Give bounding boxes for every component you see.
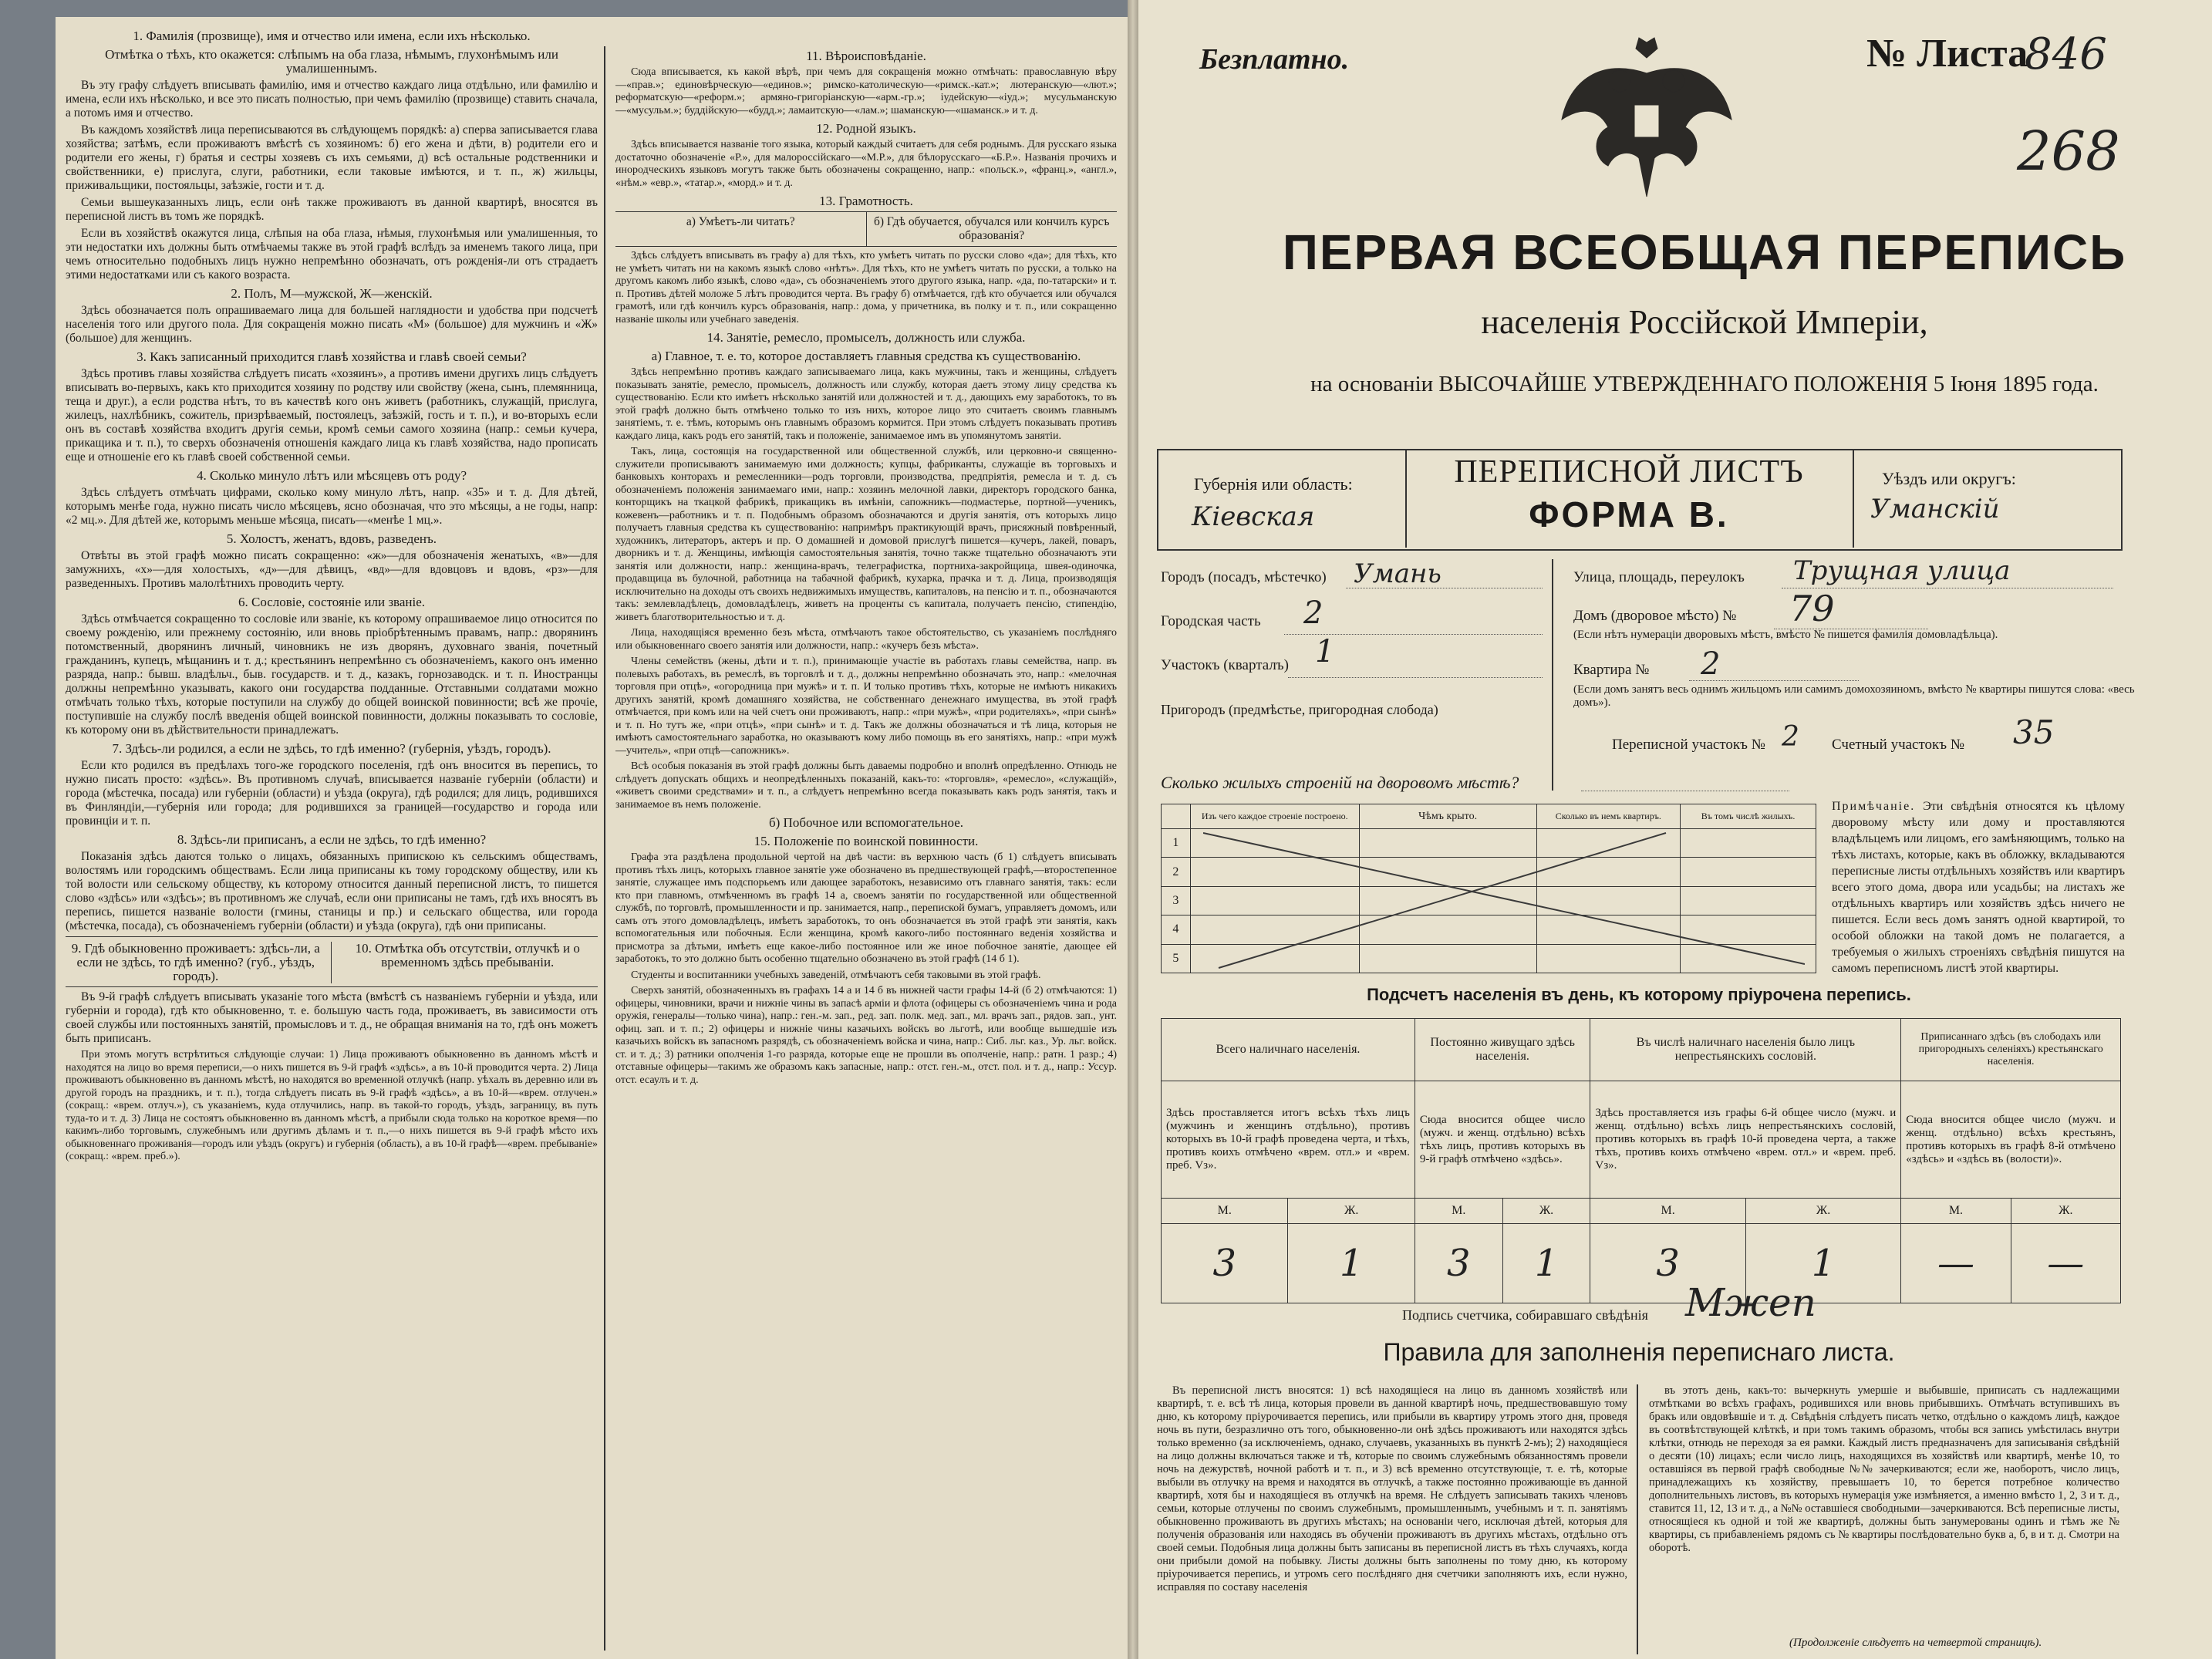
literacy-question-b: б) Гдѣ обучается, обучался или кончилъ курсъ образованія? bbox=[873, 215, 1110, 242]
section-label: Участокъ (кварталъ) bbox=[1161, 657, 1289, 673]
heading-name: 1. Фамилія (прозвище), имя и отчество или имена, если ихъ нѣсколько. bbox=[133, 29, 531, 43]
heading-language: 12. Родной языкъ. bbox=[816, 121, 916, 136]
city-label: Городъ (посадъ, мѣстечко) bbox=[1161, 569, 1327, 585]
house-value: 79 bbox=[1789, 588, 1835, 629]
pop-value: 1 bbox=[1745, 1223, 1900, 1303]
paragraph: Здѣсь непремѣнно противъ каждаго записываемаго лица, какъ мужчины, такъ и женщины, слѣдуетъ показывать занятіе, ремесло, промыселъ, должность или службу, которая даетъ этому лицу средства къ существованію. Если кто имѣетъ нѣсколько занятій или должностей и т. д., дающихъ ему заработокъ, то въ этой графѣ должно быть отмѣчено только то изъ нихъ, которое лицо это считаетъ своимъ главнымъ занятіемъ, т. е. тѣмъ, которымъ онъ главнымъ образомъ кормится. При этомъ слѣдуетъ показывать противъ каждаго лица, какъ родъ его занятій, такъ и положеніе, занимаемое имъ въ упомянутомъ занятіи. bbox=[615, 366, 1117, 442]
buildings-note bbox=[1832, 798, 2125, 976]
instructions-column-left bbox=[66, 25, 598, 1652]
row-number: 1 bbox=[1162, 829, 1191, 858]
signature-value: Мжеп bbox=[1685, 1280, 1816, 1325]
heading-age: 4. Сколько минуло лѣтъ или мѣсяцевъ отъ роду? bbox=[196, 468, 467, 483]
buildings-header: Сколько въ немъ квартиръ. bbox=[1536, 804, 1681, 829]
heading-occupation: 14. Занятіе, ремесло, промыселъ, должность или служба. bbox=[706, 330, 1026, 345]
house-label: Домъ (дворовое мѣсто) № bbox=[1573, 608, 1737, 624]
col-female: Ж. bbox=[1745, 1199, 1900, 1224]
pop-header: Въ числѣ наличнаго населенія было лицъ непрестьянскихъ сословій. bbox=[1590, 1019, 1901, 1081]
paragraph: Если кто родился въ предѣлахъ того-же городского поселенія, гдѣ онъ вносится въ перепись, то нужно писать просто: «здѣсь». Въ противномъ случаѣ, вписывается названіе губерніи (области) и города (мѣстечка, посада) или губерніи (области) и уѣзда (округа), гдѣ родился; для лицъ, родившихся въ Финляндіи,—губернія или города; для родившихся за границей—государство и города или провинціи и т. п. bbox=[66, 759, 598, 828]
divider bbox=[1853, 449, 1854, 548]
paragraph: Здѣсь слѣдуетъ отмѣчать цифрами, сколько кому минуло лѣтъ, напр. «35» и т. д. Для дѣтей, которымъ менѣе года, нужно писать число мѣсяцевъ, ясно обозначая, что это мѣсяцы, а не годы, напр: «2 мц.». Для дѣтей же, которымъ меньше мѣсяца, писать—«менѣе 1 мц.». bbox=[66, 486, 598, 527]
pop-value: — bbox=[1901, 1223, 2011, 1303]
instructions-column-middle bbox=[615, 45, 1117, 1653]
section-value: 1 bbox=[1315, 634, 1335, 669]
row-number: 4 bbox=[1162, 915, 1191, 944]
house-note: (Если нѣтъ нумераціи дворовыхъ мѣстъ, вмѣсто № пишется фамилія домовладѣльца). bbox=[1573, 629, 1998, 641]
heading-literacy: 13. Грамотность. bbox=[819, 194, 913, 208]
paragraph: Графа эта раздѣлена продольной чертой на двѣ части: въ верхнюю часть (б 1) слѣдуетъ вписывать противъ тѣхъ лицъ, которыхъ главное занятіе уже обозначено въ предшествующей графѣ,—второстепенное занятіе, служащее имъ подспорьемъ или дающее заработокъ, независимо отъ главнаго занятія, такъ: если кто при главномъ, отмѣченномъ въ графѣ 14 а, своемъ занятіи по государственной или общественной службѣ, по торговлѣ, промышленности и пр. занимается, напр., перепиской бумагъ, управляетъ домомъ, или самъ отъ этого домовладѣлецъ, имѣетъ заработокъ, то онъ обозначается въ этой графѣ эти занятія, какъ вспомогательныя или побочныя. Если женщина, кромѣ какого-либо постояннаго веденія хозяйства и присмотра за дѣтьми, имѣетъ еще какое-либо постоянное или же иное побочное занятіе, дающее ей заработокъ, то это должно быть особенно тщательно обозначено въ этой графѣ (14 б 1). bbox=[615, 851, 1117, 965]
pop-value: 1 bbox=[1288, 1223, 1415, 1303]
rules-column-left bbox=[1157, 1384, 1627, 1654]
heading-registration: 8. Здѣсь-ли приписанъ, а если не здѣсь, то гдѣ именно? bbox=[177, 832, 487, 847]
pop-value: 3 bbox=[1590, 1223, 1745, 1303]
heading-occupation-main: а) Главное, т. е. то, которое доставляетъ главныя средства къ существованію. bbox=[651, 349, 1081, 363]
street-value: Трущная улица bbox=[1793, 555, 2011, 586]
note-title: Примѣчаніе. bbox=[1832, 800, 1916, 813]
paragraph: Сюда вписывается, къ какой вѣрѣ, при чемъ для сокращенія можно отмѣчать: православную вѣру—«прав.»; единовѣрческую—«единов.»; римско-католическую—«римск.-кат.»; лютеранскую—«лют.»; реформатскую—«реформ.»; армяно-григоріанскую—«арм.-гр.»; іудейскую—«іуд.»; мусульманскую—«мусульм.»; буддійскую—«будд.»; ламаитскую—«лам.»; шаманскую—«шаманск.» и т. д. bbox=[615, 66, 1117, 116]
paragraph: Здѣсь вписывается названіе того языка, который каждый считаетъ для себя роднымъ. Для русскаго языка достаточно обозначеніе «Р.», для малороссійскаго—«М.Р.», для бѣлорусскаго—«Б.Р.». Названія прочихъ и инородческихъ языковъ могутъ также быть обозначены сокращенно, напр.: «польск.», «франц.», «англ.», «нѣм.» «евр.», «татар.», «морд.» и т. д. bbox=[615, 139, 1117, 189]
province-value: Кіевская bbox=[1192, 501, 1315, 532]
street-label: Улица, площадь, переулокъ bbox=[1573, 569, 1745, 585]
paragraph: Если въ хозяйствѣ окажутся лица, слѣпыя на оба глаза, нѣмыя, глухонѣмыя или умалишенныя, то эти недостатки ихъ должны быть отмѣчаемы также въ этой графѣ вслѣдъ за именемъ такого лица, при чемъ относительно подобныхъ лицъ нужно непремѣнно обозначать, отъ рожденія-ли отъ страдаетъ этими недостатками или съ какого возраста. bbox=[66, 227, 598, 282]
page-gutter bbox=[1128, 0, 1138, 1659]
pop-header: Всего наличнаго населенія. bbox=[1162, 1019, 1415, 1081]
col-male: М. bbox=[1901, 1199, 2011, 1224]
paragraph: Студенты и воспитанники учебныхъ заведеній, отмѣчаютъ себя таковыми въ этой графѣ. bbox=[631, 969, 1041, 981]
count-district-label: Счетный участокъ № bbox=[1832, 737, 1964, 753]
buildings-header: Изъ чего каждое строеніе построено. bbox=[1190, 804, 1359, 829]
city-part-label: Городская часть bbox=[1161, 613, 1261, 629]
rules-text: Въ переписной листъ вносятся: 1) всѣ находящіеся на лицо въ данномъ хозяйствѣ или квартирѣ, т. е. всѣ тѣ лица, которыя провели въ данной квартирѣ ночь, предшествовавшую тому дню, къ которому пріурочивается перепись, или прибыли въ квартиру утромъ этого дня, проведя ночь въ пути, безразлично отъ того, обыкновенно-ли онѣ здѣсь проживаютъ или находятся здѣсь только временно (за исключеніемъ, однако, случаевъ, указанныхъ въ пунктѣ 2-мъ); 2) находящіеся на лицо должны включаться также и тѣ, которые по своимъ служебнымъ обязанностямъ провели ночь на дежурствѣ, ночной работѣ и т. п., и 3) всѣ временно отсутствующіе, т. е. тѣ, которые выбыли въ отлучку на время и находятся въ отлучкѣ, а также постоянно проживающіе въ данной квартирѣ, хотя бы и находящіеся въ отлучкѣ на время. Не слѣдуетъ записывать такихъ членовъ семьи, которые отлучены по своимъ служебнымъ, промышленнымъ, учебнымъ и т. п. занятіямъ обыкновенно проживаютъ въ другихъ мѣстахъ; на основаніи чего, исключая дѣтей, которыя для полученія образованія или находясь въ обученіи проживаютъ въ другихъ мѣстахъ, отдѣльно отъ своей семьи. Подобныя лица должны быть записаны въ переписной листъ въ тѣхъ случаяхъ, когда они прибыли домой на побывку. Листы должны быть заполнены по тому дню, къ которому пріурочивается перепись, и утромъ сего послѣдняго дня счетчики заполняютъ ихъ, если нужно, исправляя по составу населенія bbox=[1157, 1384, 1627, 1593]
paragraph: Члены семействъ (жены, дѣти и т. п.), принимающіе участіе въ работахъ главы семейства, напр. въ полевыхъ работахъ, въ ремеслѣ, въ торговлѣ и т. д., должны непремѣнно обозначать это, напр.: «мелочная торговля при отцѣ», «огородница при мужѣ» и т. п. И только противъ тѣхъ, которые не имѣютъ никакихъ другихъ занятій, кромѣ домашняго хозяйства, не собственнаго денежнаго имущества, въ этой графѣ отмѣчается, при комъ или на чей счетъ они проживаютъ, напр.: «при мужѣ», «при родителяхъ», «при сынѣ» и т. п. Но тутъ же, «при отцѣ», «при сынѣ» и т. д. Такъ же должны обозначаться и тѣ лица, которыя не имѣютъ самостоятельнаго заработка, но оказываютъ кому либо помощь въ его занятіяхъ, напр.: «при мужѣ—учитель», «при отцѣ—сапожникъ». bbox=[615, 656, 1117, 757]
apartment-label: Квартира № bbox=[1573, 662, 1650, 678]
form-subtitle: ФОРМА В. bbox=[1529, 494, 1729, 534]
pop-desc: Здѣсь проставляется итогъ всѣхъ тѣхъ лицъ (мужчинъ и женщинъ отдѣльно), противъ которыхъ въ 10-й графѣ проведена черта, и тѣхъ, противъ коихъ отмѣчено «врем. отл.» и «врем. преб. Vз». bbox=[1162, 1081, 1415, 1199]
city-part-value: 2 bbox=[1303, 595, 1323, 631]
paragraph: Семьи вышеуказанныхъ лицъ, если онѣ также проживаютъ въ данной квартирѣ, вносятся въ переписной листъ въ томъ же порядкѣ. bbox=[66, 196, 598, 223]
cross-out-mark bbox=[1203, 829, 1805, 972]
heading-religion: 11. Вѣроисповѣданіе. bbox=[806, 49, 926, 63]
district-label: Уѣздъ или округъ: bbox=[1882, 469, 2016, 488]
paragraph: Всѣ особыя показанія въ этой графѣ должны быть даваемы подробно и вполнѣ опредѣленно. Отнюдь не слѣдуетъ допускать общихъ и неопредѣленныхъ показаній, какъ-то: «торговля», «ремесло», «служащій», «живетъ своими средствами» и т. п., а слѣдуетъ непремѣнно всегда показывать какъ родъ занятія, такъ и занимаемое въ немъ положеніе. bbox=[615, 760, 1117, 811]
rules-title: Правила для заполненія переписнаго листа. bbox=[1383, 1338, 1895, 1366]
census-district-value: 2 bbox=[1782, 721, 1799, 753]
paragraph: Отвѣты въ этой графѣ можно писать сокращенно: «ж»—для обозначенія женатыхъ, «в»—для замужнихъ, «х»—для холостыхъ, «д»—для дѣвицъ, «вд»—для вдовцовъ и вдовъ, «рз»—для разведенныхъ. Противъ малолѣтнихъ проводить черту. bbox=[66, 549, 598, 590]
column-divider bbox=[604, 46, 605, 1651]
col-male: М. bbox=[1590, 1199, 1745, 1224]
population-title: Подсчетъ населенія въ день, къ которому пріурочена перепись. bbox=[1367, 985, 1911, 1004]
signature-label: Подпись счетчика, собиравшаго свѣдѣнія bbox=[1402, 1307, 1648, 1323]
heading-sex: 2. Полъ, М—мужской, Ж—женскій. bbox=[231, 286, 433, 301]
pop-desc: Здѣсь проставляется изъ графы 6-й общее число (мужч. и женщ. отдѣльно) всѣхъ лицъ непрестьянскихъ сословій, противъ которыхъ въ графѣ 10-й проведена черта, а также тѣхъ, противъ коихъ отмѣчено «врем. отл.» и «врем. преб. Vз». bbox=[1590, 1081, 1901, 1199]
suburb-label: Пригородъ (предмѣстье, пригородная слобода) bbox=[1161, 702, 1438, 717]
population-table bbox=[1161, 1018, 2121, 1303]
district-value: Уманскій bbox=[1870, 494, 2000, 524]
heading-birthplace: 7. Здѣсь-ли родился, а если не здѣсь, то гдѣ именно? (губернія, уѣздъ, городъ). bbox=[112, 741, 551, 756]
paragraph: Здѣсь слѣдуетъ вписывать въ графу а) для тѣхъ, кто умѣетъ читать по русски слово «да»; для тѣхъ, кто не умѣетъ читать ни на какомъ языкѣ слово «нѣтъ». Для тѣхъ, кто не умѣетъ читать по русски, а только на другомъ какомъ либо языкѣ, слово «да», съ обозначеніемъ этого другого языка, напр. «да, по-татарски» и т. п. Противъ дѣтей моложе 5 лѣтъ проводится черта. Въ графу б) отмѣчается, гдѣ кто обучается или обучался грамотѣ, или гдѣ кончилъ курсъ образованія, напр.: дома, у причетника, въ полку и т. п., или сокращенно названіе школы или учебнаго заведенія. bbox=[615, 250, 1117, 325]
col-female: Ж. bbox=[2011, 1199, 2120, 1224]
paragraph: Здѣсь противъ главы хозяйства слѣдуетъ писать «хозяинъ», а противъ имени другихъ лицъ слѣдуетъ вписывать во-первыхъ, какъ кто приходится хозяину по родству или свойству (жена, сынъ, племянница, теща и друг.), а если родства нѣтъ, то въ качествѣ кого онъ живетъ (работникъ, служащій, прислуга, жилецъ, нахлѣбникъ, сожитель, призрѣваемый, постоялецъ, заѣзжій, гость и т. п.), и во-вторыхъ если онъ въ составѣ хозяйства входитъ другія семьи, кромѣ семьи самого хозяина (напр.: семьи кучера, прикащика и т. п.), то сверхъ обозначенія отношенія каждаго лица къ главѣ хозяйства, надо прописать еще и отношеніе его къ главѣ своей собственной семьи. bbox=[66, 367, 598, 464]
basis-line: на основаніи ВЫСОЧАЙШЕ УТВЕРЖДЕННАГО ПОЛОЖЕНІЯ 5 Іюня 1895 года. bbox=[1310, 372, 2099, 396]
city-value: Умань bbox=[1354, 558, 1442, 589]
buildings-question: Сколько жилыхъ строеній на дворовомъ мѣстѣ? bbox=[1161, 773, 1519, 792]
pop-value: 3 bbox=[1415, 1223, 1502, 1303]
sheet-number-value: 846 bbox=[2025, 29, 2107, 79]
rules-text: въ этотъ день, какъ-то: вычеркнуть умершіе и выбывшіе, приписать съ надлежащими отмѣтками во всѣхъ графахъ, родившихся или вновь прибывшихъ. Отмѣчать вступившихъ въ бракъ или овдовѣвшіе и т. д. Свѣдѣнія слѣдуетъ писать четко, отдѣльно о каждомъ лицѣ, каждое въ соотвѣтствующей клѣткѣ, и при томъ такимъ образомъ, чтобы вся запись умѣстилась внутри клѣтки, отнюдь не переходя за ея рамки. Каждый листъ предназначенъ для записыванія свѣдѣній о десяти (10) лицахъ; если число лицъ, находящихся въ хозяйствѣ или квартирѣ, менѣе 10, то оставшіяся въ первой графѣ свободные №№ зачеркиваются; если же, наоборотъ, число лицъ, принадлежащихъ къ хозяйству, превышаетъ 10, то берется потребное количество дополнительныхъ листовъ, въ которыхъ нумерація уже измѣняется, а именно вмѣсто 1, 2, 3 и т. д., ставится 11, 12, 13 и т. д., а №№ оставшіеся свободными—зачеркиваются. Всѣ переписные листы, относящіеся къ одной и той же квартирѣ, должны быть занумерованы одинъ и тѣмъ же № квартиры, съ прибавленіемъ рядомъ съ № квартиры послѣдовательно букв а, б, в и т. д. Смотри на оборотѣ. bbox=[1649, 1384, 2119, 1554]
page-title: ПЕРВАЯ ВСЕОБЩАЯ ПЕРЕПИСЬ bbox=[1282, 224, 2127, 280]
paragraph: Сверхъ занятій, обозначенныхъ въ графахъ 14 а и 14 б въ нижней части графы 14-й (б 2) отмѣчаются: 1) офицеры, чиновники, врачи и нижніе чины въ запасѣ арміи и флота (офицеры съ обозначеніемъ чина и рода оружія, генералы—только чина), напр.: ген.-м. зап., ред. зап. полк. мед. зап., мл. врачъ зап., рядов. зап., унт. офиц. зап. и т. п.; 2) офицеры и нижніе чины казачьихъ войскъ во льготѣ, или вообще вышедшіе изъ казачьихъ войскъ въ запасномъ разрядѣ, съ обозначеніемъ войска и чина, напр.: Сиб. льг. каз., Ур. льг. войск. ст. и т. д.; 3) ратники ополченія 1-го разряда, которые еще не прошли въ ополченіе, напр.: ратн. 1 разр.; 4) отставные офицеры—такимъ же образомъ какъ запасные, напр.: отст. ген.-м., отст. пол. и т. д., напр.: Уссур. отст. есаулъ и т. д. bbox=[615, 985, 1117, 1086]
pop-value: 1 bbox=[1502, 1223, 1590, 1303]
field-line bbox=[1288, 677, 1543, 678]
sheet-number-label: № Листа bbox=[1866, 32, 2028, 76]
note-text: Эти свѣдѣнія относятся къ цѣлому дворовому мѣсту или дому и проставляются владѣльцемъ или лицомъ, его замѣняющимъ, только на тѣхъ листахъ, которые, какъ въ обложку, вкладываются переписные листы отдѣльныхъ хозяйствъ или квартиръ всего этого дома, двора или усадьбы; на листахъ же отдѣльныхъ квартиръ или хозяйствъ здѣсь ничего не пишется. Если весь домъ занятъ одной квартирой, то особой обложки на такой домъ не полагается, а требуемыя о жилыхъ строеніяхъ свѣдѣнія пишутся на самомъ переписномъ листѣ этой квартиры. bbox=[1832, 800, 2126, 975]
free-label: Безплатно. bbox=[1199, 43, 1350, 76]
pop-header: Постоянно живущаго здѣсь населенія. bbox=[1415, 1019, 1590, 1081]
row-number: 3 bbox=[1162, 886, 1191, 915]
heading-occupation-secondary: б) Побочное или вспомогательное. bbox=[768, 815, 964, 830]
count-district-value: 35 bbox=[2013, 713, 2055, 751]
paragraph: Въ эту графу слѣдуетъ вписывать фамилію, имя и отчество каждаго лица отдѣльно, или фамилію и имена, если ихъ нѣсколько, и все это писать полностью, при чемъ фамилію (прозвище) ставить сначала, а потомъ имя и отчество. bbox=[66, 79, 598, 120]
heading-military: 15. Положеніе по воинской повинности. bbox=[754, 834, 979, 848]
page-subtitle: населенія Россійской Имперіи, bbox=[1481, 303, 1928, 341]
apartment-note: (Если домъ занятъ весь однимъ жильцомъ или самимъ домохозяиномъ, вмѣсто № квартиры пишутся слова: «весь домъ»). bbox=[1573, 683, 2135, 709]
literacy-question-a: а) Умѣетъ-ли читать? bbox=[615, 212, 867, 246]
divider bbox=[1637, 1384, 1638, 1654]
continued-note: (Продолженіе слѣдуетъ на четвертой страницѣ). bbox=[1789, 1637, 2042, 1649]
field-line bbox=[1689, 680, 1859, 681]
row-number: 2 bbox=[1162, 858, 1191, 886]
rules-column-right bbox=[1649, 1384, 2119, 1651]
pop-desc: Сюда вносится общее число (мужч. и женщ. отдѣльно) всѣхъ крестьянъ, противъ которыхъ въ графѣ 8-й отмѣчено «здѣсь» и «здѣсь въ (волости)». bbox=[1901, 1081, 2121, 1199]
paragraph: Лица, находящіяся временно безъ мѣста, отмѣчаютъ такое обстоятельство, съ указаніемъ послѣдняго или обыкновеннаго своего занятія или должности, напр.: «кучеръ безъ мѣста». bbox=[615, 627, 1117, 652]
buildings-header: Чѣмъ крыто. bbox=[1359, 804, 1536, 829]
pop-value: — bbox=[2011, 1223, 2120, 1303]
heading-marital: 5. Холостъ, женатъ, вдовъ, разведенъ. bbox=[226, 531, 437, 546]
row-number: 5 bbox=[1162, 944, 1191, 973]
paragraph: Здѣсь обозначается полъ опрашиваемаго лица для большей наглядности и удобства при подсчетѣ населенія того или другого пола. Для сокращенія можно писать «М» (большое) для мужчинъ и «Ж» (большое) для женщинъ. bbox=[66, 304, 598, 345]
pop-value: 3 bbox=[1162, 1223, 1288, 1303]
province-label: Губернія или область: bbox=[1194, 474, 1353, 494]
col-female: Ж. bbox=[1502, 1199, 1590, 1224]
form-title: ПЕРЕПИСНОЙ ЛИСТЪ bbox=[1454, 454, 1804, 490]
heading-absence: 10. Отмѣтка объ отсутствіи, отлучкѣ и о временномъ здѣсь пребываніи. bbox=[355, 941, 580, 969]
paragraph: Въ каждомъ хозяйствѣ лица переписываются въ слѣдующемъ порядкѣ: а) сперва записывается глава хозяйства; затѣмъ, если проживаютъ вмѣстѣ съ хозяиномъ: б) его жена и дѣти, в) родители его и родители его жены, г) братья и сестры хозяевъ съ ихъ семьями, д) всѣ остальные родственники и свойственники, е) прислуга, слуги, работники, если таковые имѣются, и т. п., ж) жильцы, приживальщики, постояльцы, заѣзжіе, гости и т. д. bbox=[66, 123, 598, 192]
paragraph: Въ 9-й графѣ слѣдуетъ вписывать указаніе того мѣста (вмѣстѣ съ названіемъ губерніи и уѣзда, или губерніи и города), гдѣ кто обыкновенно, т. е. большую часть года, проживаетъ, въ зависимости отъ своей службы или постоянныхъ занятій, промысловъ и т. д., не обращая вниманія на то, гдѣ онъ можетъ быть приписанъ. bbox=[66, 990, 598, 1045]
apartment-value: 2 bbox=[1701, 646, 1721, 682]
col-female: Ж. bbox=[1288, 1199, 1415, 1224]
paragraph: Здѣсь отмѣчается сокращенно то сословіе или званіе, къ которому опрашиваемое лицо относится по своему рожденію, или прежнему состоянію, или вновь пріобрѣтеннымъ правамъ, напр.: дворянинъ потомственный, дворянинъ личный, чиновникъ не изъ дворянъ, духовнаго званія, почетный гражданинъ, купецъ, мѣщанинъ и т. д.; крестьянинъ непремѣнно съ обозначеніемъ, какого онъ именно разряда, напр.: бывш. владѣльч., быв. государств. и т. д., казакъ, горнозаводск. и т. п. Иностранцы должны непремѣнно указывать, какого они государства подданные. Отставными солдатами можно отмѣчать только тѣхъ, которые поступили на службу до общей воинской повинности; всѣ же прочіе, поступившіе на службу послѣ введенія общей воинской повинности, должны показывать то сословіе, къ которому они въ дѣйствительности принадлежатъ. bbox=[66, 612, 598, 737]
page-number: 268 bbox=[2017, 120, 2120, 183]
divider bbox=[1552, 559, 1553, 791]
imperial-eagle-icon bbox=[1554, 27, 1739, 212]
col-male: М. bbox=[1162, 1199, 1288, 1224]
pop-desc: Сюда вносится общее число (мужч. и женщ. отдѣльно) всѣхъ тѣхъ лицъ, противъ которыхъ въ 9-й графѣ отмѣчено «здѣсь». bbox=[1415, 1081, 1590, 1199]
buildings-header: Въ томъ числѣ жилыхъ. bbox=[1681, 804, 1816, 829]
heading-residence: 9. Гдѣ обыкновенно проживаетъ: здѣсь-ли, а если не здѣсь, то гдѣ именно? (губ., уѣздъ, городъ). bbox=[66, 942, 332, 983]
heading-name-note: Отмѣтка о тѣхъ, кто окажется: слѣпымъ на оба глаза, нѣмымъ, глухонѣмымъ или умалишеннымъ. bbox=[105, 47, 558, 76]
paragraph: При этомъ могутъ встрѣтиться слѣдующіе случаи: 1) Лица проживаютъ обыкновенно въ данномъ мѣстѣ и находятся на лицо во время переписи,—о нихъ пишется въ 9-й графѣ «здѣсь», а въ 10-й проводится черта. 2) Лица проживаютъ обыкновенно въ данномъ мѣстѣ, но находятся во временной отлучкѣ (напр. уѣхалъ въ деревню или въ другой городъ на праздникъ, и т. п.), тогда слѣдуетъ писать въ 9-й графѣ «здѣсь», а въ 10-й—«врем. отлучен.» (сокращ.: «врем. отлуч.»), съ указаніемъ, куда отлучились, напр. въ такой-то городъ, уѣздъ, заграницу, въ путь туда-то и т. д. 3) Лица не состоятъ обыкновенно въ данномъ мѣстѣ, а прибыли сюда только на короткое время—по какимъ-либо торговымъ, служебнымъ или другимъ дѣламъ и т. п.,—о нихъ пишется въ 9-й графѣ мѣсто ихъ обыкновеннаго проживанія—городъ или уѣздъ (округъ) и губернія (область), а въ 10-й графѣ—«врем. пребываніе» (сокращ.: «врем. преб.»). bbox=[66, 1049, 598, 1162]
paragraph: Такъ, лица, состоящія на государственной или общественной службѣ, или церковно-и священно-служители прописываютъ занимаемую ими должность; купцы, фабриканты, служащіе въ торговыхъ и банковыхъ конторахъ и ремесленники—родъ торговли, производства, предпріятія, ремесла и т. д. съ обозначеніемъ положенія занимаемаго ими, напр.: хозяинъ мелочной лавки, директоръ городского банка, конторщикъ на ткацкой фабрикѣ, прикащикъ въ имѣніи, сапожникъ—подмастерье, портной—ученикъ, кожевенъ—работникъ и т. п. Подобнымъ образомъ обозначаются и другія занятія, отъ которыхъ лицо получаетъ главныя средства къ существованію: напримѣръ практикующій врачъ, присяжный повѣренный, художникъ, литераторъ, актеръ и пр. О домашней и домовой прислугѣ пишется—кучеръ, лакей, поваръ, дворникъ и т. д. Женщины, имѣющія самостоятельныя занятія, точно также тщательно обозначаютъ эти занятія или должности, напр.: женщина-врачъ, телеграфистка, портниха-закройщица, швея-одиночка, продавщица въ булочной, работница на табачной фабрикѣ, кухарка, прачка и т. д. Лица, производящія исключительно на доходы отъ своихъ недвижимыхъ имуществъ, капиталовъ, на пенсію и т. п., обозначаются такъ: землевладѣлецъ, домовладѣлецъ, живетъ на проценты съ капитала, получаетъ пенсію, стипендію, живетъ благотворительностью и т. д. bbox=[615, 446, 1117, 623]
heading-relation: 3. Какъ записанный приходится главѣ хозяйства и главѣ своей семьи? bbox=[137, 349, 527, 364]
paragraph: Показанія здѣсь даются только о лицахъ, обязанныхъ припискою къ сельскимъ обществамъ, волостямъ или городскимъ обществамъ. Если лица приписаны къ тому городскому обществу, или къ той волости или сельскому обществу, къ которому относится данный переписной листъ, то пишется слово «здѣсь» или «здѣсь»; въ противномъ же случаѣ, если они приписаны не тамъ, гдѣ ихъ вносятъ въ перепись, пишется названіе волости (гмины, станицы и пр.) и сельскаго общества, или города (мѣстечка, посада), съ обозначеніемъ губерніи (области) и уѣзда (округа), гдѣ они приписаны. bbox=[66, 850, 598, 932]
col-male: М. bbox=[1415, 1199, 1502, 1224]
census-district-label: Переписной участокъ № bbox=[1612, 737, 1765, 753]
heading-estate: 6. Сословіе, состояніе или званіе. bbox=[238, 595, 426, 609]
pop-header: Приписаннаго здѣсь (въ слободахъ или пригородныхъ селеніяхъ) крестьянскаго населенія. bbox=[1901, 1019, 2121, 1081]
